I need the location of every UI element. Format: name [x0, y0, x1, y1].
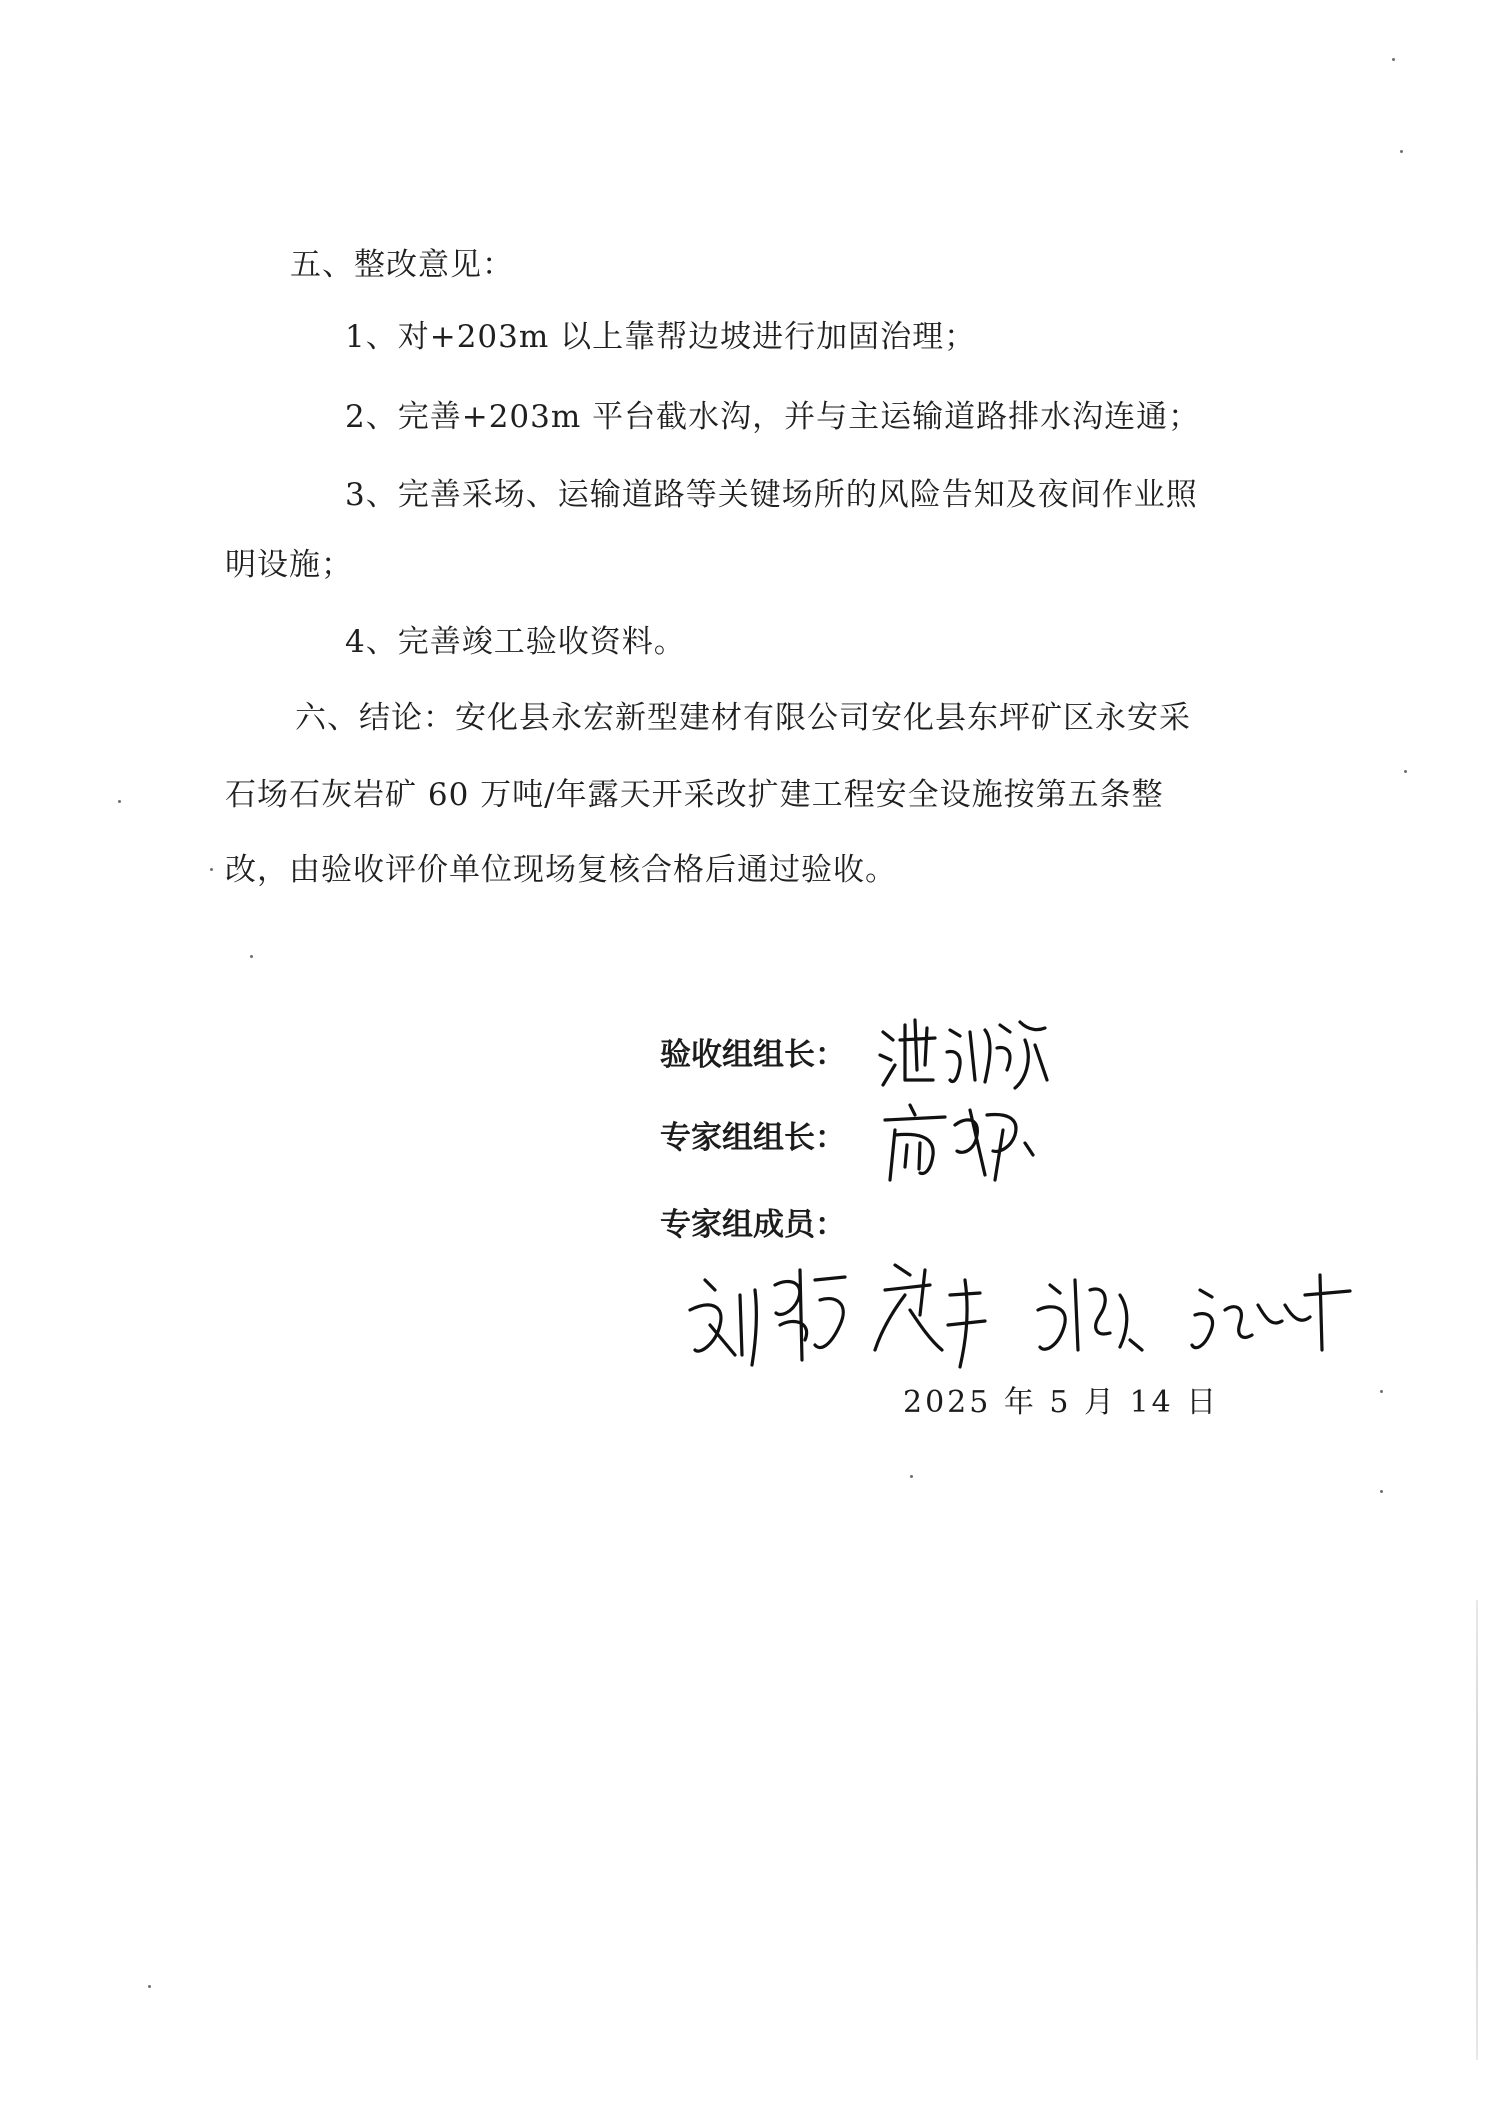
scan-edge-line: [1476, 1600, 1478, 2060]
acceptance-leader-signature: [875, 1010, 1055, 1095]
scan-speck: [1380, 1490, 1383, 1493]
scan-speck: [118, 800, 121, 803]
conclusion-line-1: 六、结论：安化县永宏新型建材有限公司安化县东坪矿区永安采: [295, 700, 1191, 736]
scan-speck: [210, 868, 213, 871]
scan-speck: [1400, 150, 1403, 153]
expert-team-leader-label: 专家组组长：: [660, 1120, 846, 1156]
conclusion-line-3: 改，由验收评价单位现场复核合格后通过验收。: [225, 852, 897, 888]
acceptance-team-leader-label: 验收组组长：: [660, 1037, 846, 1073]
scan-speck: [1404, 770, 1407, 773]
rectification-item-1: 1、对+203m 以上靠帮边坡进行加固治理；: [345, 319, 977, 355]
conclusion-line-2: 石场石灰岩矿 60 万吨/年露天开采改扩建工程安全设施按第五条整: [225, 777, 1164, 813]
expert-team-members-label: 专家组成员：: [660, 1207, 846, 1243]
signing-date: 2025 年 5 月 14 日: [903, 1385, 1220, 1420]
expert-leader-signature: [875, 1095, 1055, 1185]
scan-speck: [1380, 1390, 1383, 1393]
section-five-heading: 五、整改意见：: [290, 247, 514, 283]
scan-speck: [250, 955, 253, 958]
rectification-item-2: 2、完善+203m 平台截水沟，并与主运输道路排水沟连通；: [345, 399, 1201, 435]
rectification-item-3: 3、完善采场、运输道路等关键场所的风险告知及夜间作业照: [345, 477, 1198, 513]
scan-speck: [148, 1985, 151, 1988]
scan-speck: [910, 1475, 913, 1478]
scan-speck: [1392, 58, 1395, 61]
expert-members-signatures: [680, 1255, 1380, 1385]
rectification-item-3-continued: 明设施；: [225, 547, 353, 583]
rectification-item-4: 4、完善竣工验收资料。: [345, 624, 686, 660]
